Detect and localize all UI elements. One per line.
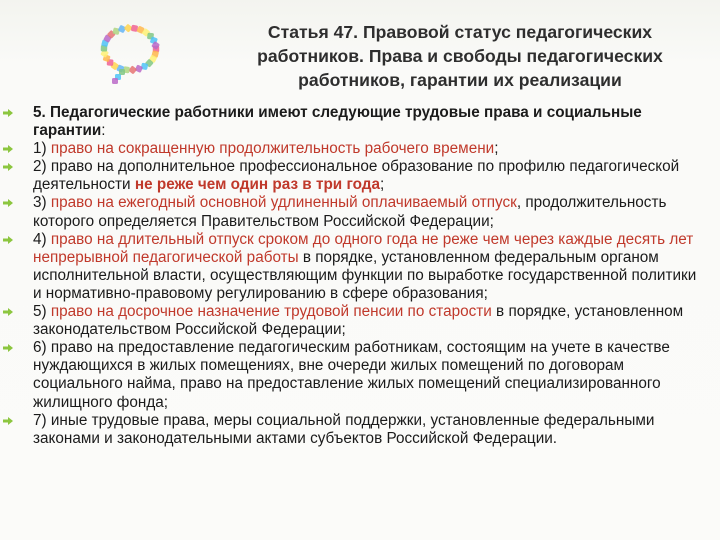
- item-text: право на сокращенную продолжительность рабочего времени: [50, 140, 495, 158]
- slide-title: [214, 20, 706, 92]
- item-text: 1): [33, 140, 51, 158]
- title-line-1: Статья 47. Правовой статус педагогических: [267, 22, 653, 42]
- item-text: в порядке, установленном законодательством Российской Федерации;: [33, 303, 684, 339]
- item-text: в порядке, установленном федеральным органом исполнительной власти, осуществляющим функции по выработке государственной политики и нормативно-правовому регулированию в сфере образования;: [33, 248, 697, 302]
- item-text: 3): [33, 194, 51, 212]
- list-item: [0, 412, 720, 448]
- green-arrow-bullet-icon: [2, 416, 14, 426]
- title-line-3: работников, гарантии их реализации: [298, 70, 622, 90]
- list-item: [0, 303, 720, 339]
- title-line-2: работников. Права и свободы педагогических: [257, 46, 663, 66]
- item-text: :: [101, 122, 106, 140]
- item-text: право на ежегодный основной удлиненный оплачиваемый отпуск: [50, 194, 517, 212]
- item-text: 5): [33, 303, 51, 321]
- item-text: право на длительный отпуск сроком до одного года не реже чем через каждые десять лет непрерывной педагогической работы: [33, 230, 694, 266]
- speech-bubble-logo-icon: [96, 22, 164, 84]
- list-item: [0, 194, 720, 230]
- item-text: не реже чем один раз в три года: [134, 176, 380, 194]
- green-arrow-bullet-icon: [2, 162, 14, 172]
- item-text: , продолжительность которого определяется Правительством Российской Федерации;: [33, 194, 667, 230]
- item-text: право на досрочное назначение трудовой пенсии по старости: [50, 303, 492, 321]
- rights-list: [0, 104, 720, 448]
- list-item: [0, 158, 720, 194]
- item-text: 5. Педагогические работники имеют следующие трудовые права и социальные гарантии: [33, 104, 642, 140]
- item-text: 2) право на дополнительное профессиональное образование по профилю педагогической деятельности: [33, 158, 680, 194]
- list-item: [0, 140, 720, 158]
- item-text: ;: [379, 176, 385, 194]
- item-text: 7) иные трудовые права, меры социальной поддержки, установленные федеральными законами и законодательными актами субъектов Российской Федерации.: [33, 411, 655, 447]
- item-text: 6) право на предоставление педагогическим работникам, состоящим на учете в качестве нуждающихся в жилых помещениях, вне очереди жилых помещений по договорам социального найма, право на предоставление жилых помещений специализированного жилищного фонда;: [33, 339, 670, 411]
- item-text: 4): [33, 230, 51, 248]
- green-arrow-bullet-icon: [2, 343, 14, 353]
- green-arrow-bullet-icon: [2, 198, 14, 208]
- green-arrow-bullet-icon: [2, 144, 14, 154]
- green-arrow-bullet-icon: [2, 235, 14, 245]
- green-arrow-bullet-icon: [2, 108, 14, 118]
- list-item: [0, 231, 720, 303]
- list-item: [0, 339, 720, 411]
- list-item: [0, 104, 720, 140]
- green-arrow-bullet-icon: [2, 307, 14, 317]
- item-text: ;: [494, 140, 499, 158]
